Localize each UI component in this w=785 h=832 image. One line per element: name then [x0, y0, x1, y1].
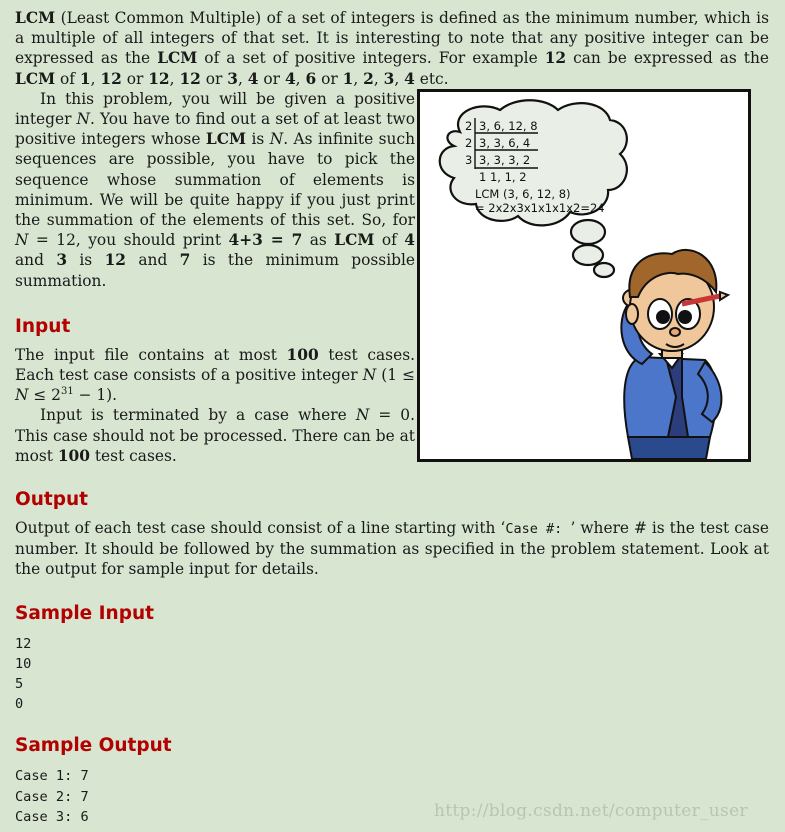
- input-paragraph-2: Input is terminated by a case where N = 0. This case should not be processed. There can be at most 100 test cases.: [15, 406, 415, 465]
- output-heading: Output: [15, 489, 88, 511]
- sample-input-heading: Sample Input: [15, 602, 154, 624]
- intro-paragraph-1: LCM (Least Common Multiple) of a set of integers is defined as the minimum number, which is a multiple of all integers of that set. It is interesting to note that any positive integer can be expressed as the LCM of a set of positive integers. For example 12 can be expressed as the LCM of 1, 12 or 12, 12 or 3, 4 or 4, 6 or 1, 2, 3, 4 etc.: [15, 9, 769, 88]
- figure-row-1: 3, 6, 12, 8: [479, 119, 538, 133]
- figure-div-2: 2: [465, 136, 473, 150]
- figure-product-line: = 2x2x3x1x1x1x2=24: [475, 201, 605, 215]
- input-paragraph-1: The input file contains at most 100 test cases. Each test case consists of a positive integer N $(1 \le N \le 2^{31} - 1)$.: [15, 345, 415, 405]
- figure-last-row: 1 1, 1, 2: [479, 170, 527, 184]
- figure-row-2: 3, 3, 6, 4: [479, 136, 531, 150]
- figure-div-3: 3: [465, 153, 473, 167]
- sample-input-block: 12 10 5 0: [15, 635, 32, 713]
- input-heading: Input: [15, 315, 71, 337]
- output-paragraph: Output of each test case should consist of a line starting with ‘Case #: ’ where # is the test case number. It should be followed by the summation as specified in the problem statement. Look at the output for sample input for details.: [15, 519, 769, 579]
- intro-paragraph-2: In this problem, you will be given a positive integer N. You have to find out a set of at least two positive integers whose LCM is N. As infinite such sequences are possible, you have to pick the sequence whose summation of elements is minimum. We will be quite happy if you just print the summation of the elements of this set. So, for N = 12, you should print 4+3 = 7 as LCM of 4 and 3 is 12 and 7 is the minimum possible summation.: [15, 89, 416, 290]
- watermark-url: http://blog.csdn.net/computer_user: [434, 801, 748, 821]
- figure-div-1: 2: [465, 119, 473, 133]
- sample-output-heading: Sample Output: [15, 735, 172, 757]
- figure-row-3: 3, 3, 3, 2: [479, 153, 531, 167]
- thinking-boy-illustration: [417, 89, 751, 462]
- figure-lcm-line: LCM (3, 6, 12, 8): [475, 187, 571, 201]
- illustration-svg: [420, 92, 748, 459]
- sample-output-block: Case 1: 7 Case 2: 7 Case 3: 6: [15, 768, 89, 825]
